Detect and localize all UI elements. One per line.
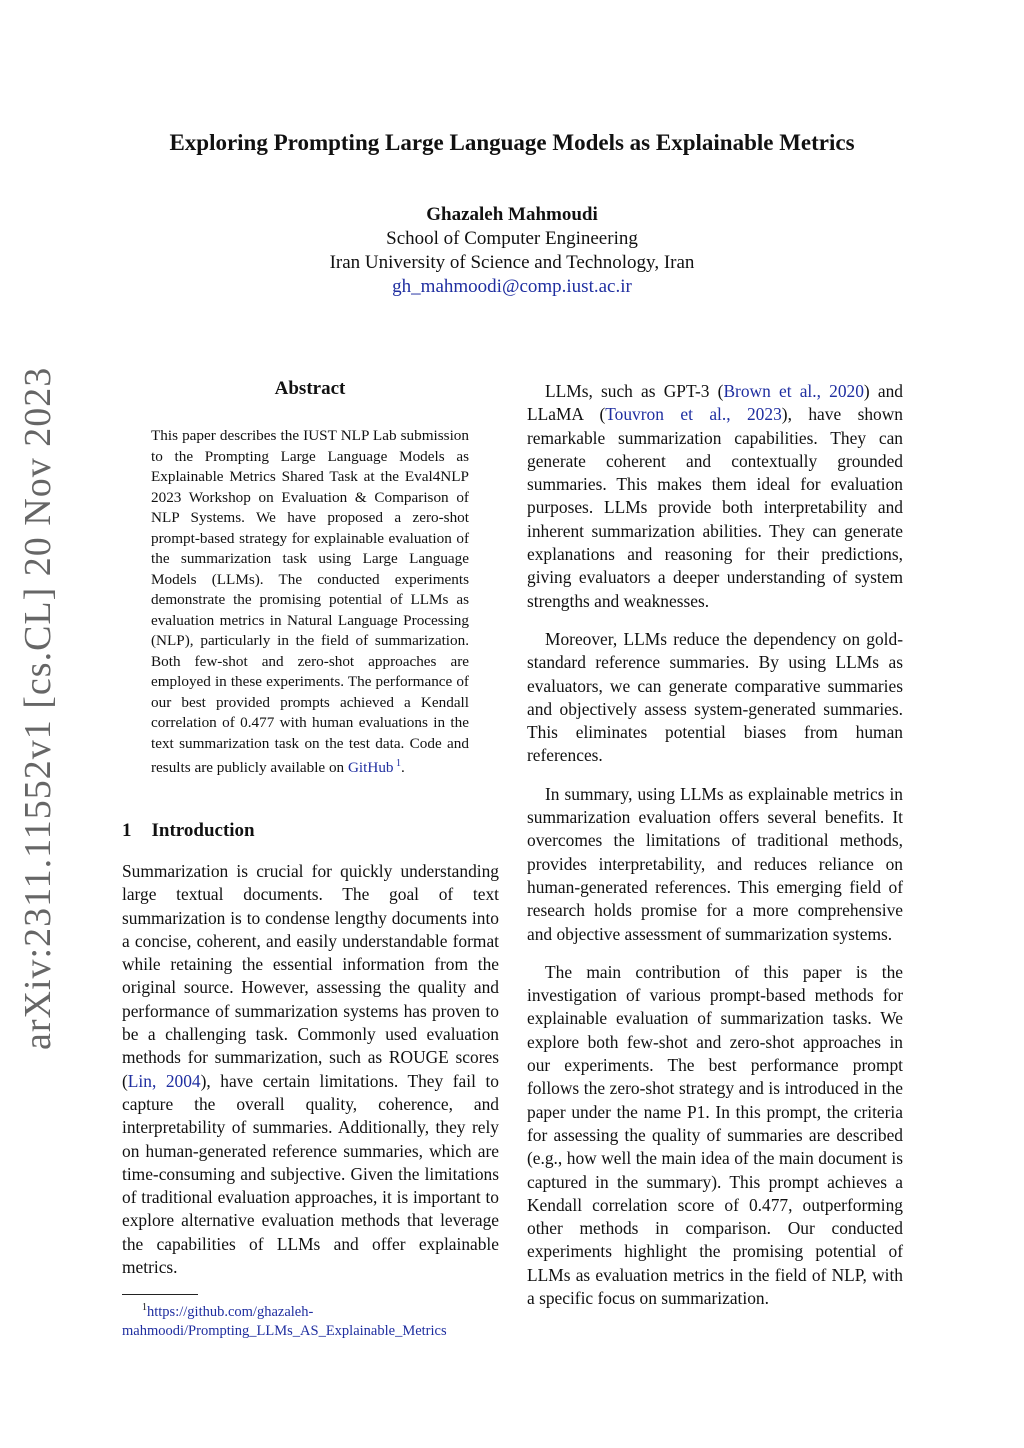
footnote-url-link-cont[interactable]: mahmoodi/Prompting_LLMs_AS_Explainable_Metrics bbox=[122, 1322, 447, 1339]
intro-paragraph: Summarization is crucial for quickly understanding large textual documents. The goal of text summarization is to condense lengthy documents into a concise, coherent, and easily understandable format while retaining the essential information from the original source. However, assessing the quality and performance of summarization systems has proven to be a challenging task. Commonly used evaluation methods for summarization, such as ROUGE scores (Lin, 2004), have certain limitations. They fail to capture the overall quality, coherence, and interpretability of summaries. Additionally, they rely on human-generated reference summaries, which are time-consuming and subjective. Given the limitations of traditional evaluation approaches, it is important to explore alternative evaluation methods that leverage the capabilities of LLMs and offer explainable metrics. bbox=[122, 861, 499, 1278]
footnote-url-link[interactable]: https://github.com/ghazaleh- bbox=[147, 1303, 314, 1320]
paragraph: In summary, using LLMs as explainable metrics in summarization evaluation offers several benefits. It overcomes the limitations of traditional methods, provides interpretability, and reduces reliance on human-generated references. This emerging field of research holds promise for a more comprehensive and objective assessment of summarization systems. bbox=[527, 783, 903, 944]
footnote-divider bbox=[122, 1294, 198, 1295]
paragraph: LLMs, such as GPT-3 (Brown et al., 2020) and LLaMA (Touvron et al., 2023), have shown remarkable summarization capabilities. They can generate coherent and contextually grounded summaries. This makes them ideal for evaluation purposes. LLMs provide both interpretability and inherent summarization abilities. They can generate explanations and reasoning for their predictions, giving evaluators a deeper understanding of system strengths and weaknesses. bbox=[527, 381, 904, 611]
footnote-ref[interactable]: 1 bbox=[396, 758, 402, 769]
github-link[interactable]: GitHub bbox=[347, 759, 394, 777]
abstract-heading: Abstract bbox=[274, 378, 346, 399]
paragraph: Moreover, LLMs reduce the dependency on gold-standard reference summaries. By using LLMs as evaluators, we can generate comparative summaries and objectively assess system-generated summaries. This eliminates potential biases from human references. bbox=[527, 628, 903, 766]
citation-link[interactable]: Touvron et al., 2023 bbox=[605, 404, 782, 425]
author-block bbox=[0, 203, 1024, 299]
abstract-text: This paper describes the IUST NLP Lab submission to the Prompting Large Language Models as Explainable Metrics Shared Task at the Eval4NLP 2023 Workshop on Evaluation & Comparison of NLP Systems. We have proposed a zero-shot prompt-based strategy for explainable evaluation of the summarization task using Large Language Models (LLMs). The conducted experiments demonstrate the promising potential of LLMs as evaluation metrics in Natural Language Processing (NLP), particularly in the field of summarization. Both few-shot and zero-shot approaches are employed in these experiments. The performance of our best provided prompts achieved a Kendall correlation of 0.477 with human evaluations in the text summarization task on the test data. Code and results are publicly available on bbox=[151, 427, 469, 777]
affiliation-department: School of Computer Engineering bbox=[386, 228, 638, 249]
arxiv-side-banner: arXiv:2311.11552v1 [cs.CL] 20 Nov 2023 bbox=[17, 366, 59, 1050]
paragraph: The main contribution of this paper is the investigation of various prompt-based methods for explainable evaluation of summarization tasks. We explore both few-shot and zero-shot approaches in our experiments. The best performance prompt follows the zero-shot strategy and is introduced in the paper under the name P1. In this prompt, the criteria for assessing the quality of summaries are described (e.g., how well the main idea of the main document is captured in the summary). This prompt achieves a Kendall correlation score of 0.477, outperforming other methods in comparison. Our conducted experiments highlight the promising potential of LLMs as evaluation metrics in the field of NLP, with a specific focus on summarization. bbox=[527, 961, 903, 1308]
right-column bbox=[527, 380, 903, 1325]
paper-title: Exploring Prompting Large Language Models as Explainable Metrics bbox=[169, 130, 855, 155]
author-name: Ghazaleh Mahmoudi bbox=[426, 204, 598, 225]
footnote bbox=[122, 1298, 499, 1341]
abstract-body: This paper describes the IUST NLP Lab submission to the Prompting Large Language Models as Explainable Metrics Shared Task at the Eval4NLP 2023 Workshop on Evaluation & Comparison of NLP Systems. We have proposed a zero-shot prompt-based strategy for explainable evaluation of the summarization task using Large Language Models (LLMs). The conducted experiments demonstrate the promising potential of LLMs as evaluation metrics in Natural Language Processing (NLP), particularly in the field of summarization. Both few-shot and zero-shot approaches are employed in these experiments. The performance of our best provided prompts achieved a Kendall correlation of 0.477 with human evaluations in the text summarization task on the test data. Code and results are publicly available on GitHub $^1$. bbox=[151, 427, 469, 777]
affiliation-university: Iran University of Science and Technology, Iran bbox=[329, 252, 695, 273]
footnote-mark: 1 bbox=[142, 1302, 147, 1313]
section-heading-introduction: 1 Introduction bbox=[122, 820, 255, 841]
citation-link[interactable]: Brown et al., 2020 bbox=[723, 381, 864, 401]
author-email-link[interactable]: gh_mahmoodi@comp.iust.ac.ir bbox=[392, 276, 632, 297]
citation-link[interactable]: Lin, 2004 bbox=[127, 1070, 201, 1091]
